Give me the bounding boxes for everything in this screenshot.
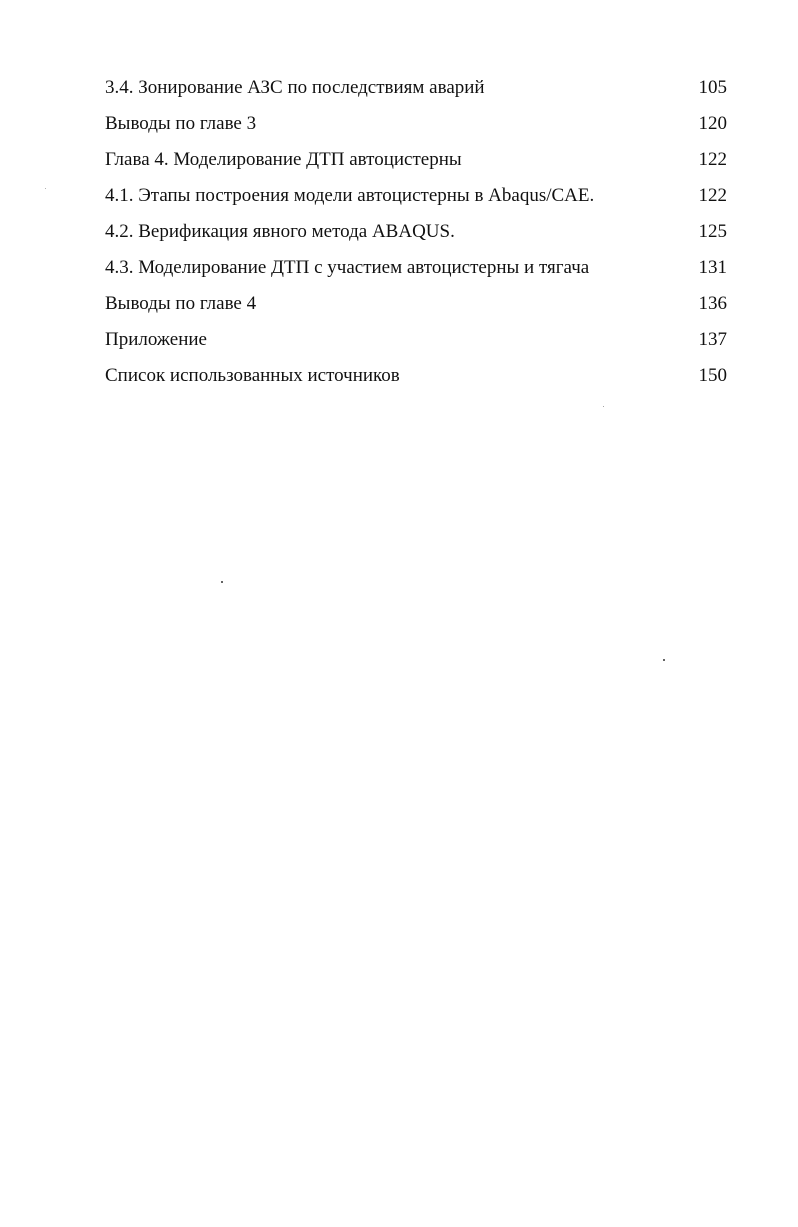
- toc-entry: [105, 178, 727, 214]
- toc-entry: [105, 70, 727, 106]
- toc-entry: [105, 322, 727, 358]
- toc-entry: [105, 358, 727, 394]
- toc-entry-page: 137: [698, 329, 727, 350]
- scan-speck: [603, 406, 604, 407]
- toc-entry-page: 120: [698, 113, 727, 134]
- toc-entry-title: 4.2. Верификация явного метода ABAQUS.: [105, 221, 455, 242]
- toc-entry: [105, 214, 727, 250]
- toc-entry-title: Выводы по главе 3: [105, 113, 257, 134]
- toc-entry: [105, 106, 727, 142]
- toc-entry: [105, 142, 727, 178]
- toc-entry-title: Глава 4. Моделирование ДТП автоцистерны: [105, 149, 462, 170]
- scan-speck: [221, 581, 223, 583]
- scan-speck: [663, 659, 665, 661]
- toc-entry-page: 122: [698, 149, 727, 170]
- table-of-contents: [105, 70, 727, 394]
- toc-entry-page: 125: [698, 221, 727, 242]
- toc-entry-title: Список использованных источников: [105, 365, 400, 386]
- toc-entry-title: Выводы по главе 4: [105, 293, 257, 314]
- toc-entry-title: 4.3. Моделирование ДТП с участием автоцистерны и тягача: [105, 257, 590, 278]
- toc-entry-title: Приложение: [105, 329, 207, 350]
- toc-entry-page: 150: [698, 365, 727, 386]
- toc-entry-title: 3.4. Зонирование АЗС по последствиям аварий: [105, 77, 485, 98]
- toc-entry-page: 122: [698, 185, 727, 206]
- scan-speck: [45, 188, 46, 189]
- toc-entry-page: 131: [698, 257, 727, 278]
- toc-entry-title: 4.1. Этапы построения модели автоцистерны в Abaqus/CAE.: [105, 185, 595, 206]
- toc-entry: [105, 286, 727, 322]
- toc-entry-page: 105: [698, 77, 727, 98]
- toc-entry-page: 136: [698, 293, 727, 314]
- toc-entry: [105, 250, 727, 286]
